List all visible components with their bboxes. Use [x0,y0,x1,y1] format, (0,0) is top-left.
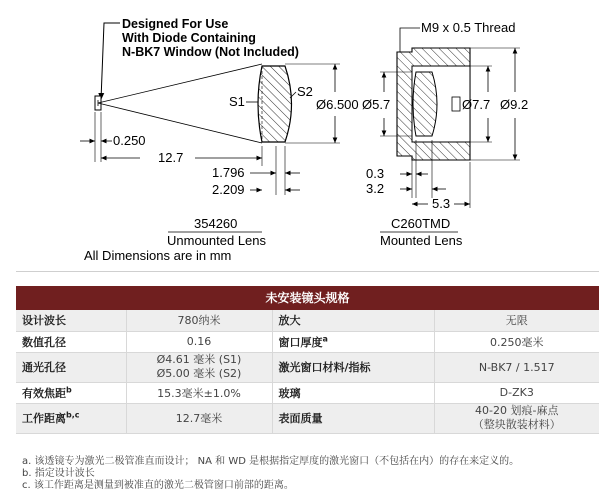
dia-77-label: Ø7.7 [462,97,491,112]
spec-key: 有效焦距$^b$ [16,382,126,403]
spec-key: 设计波长 [16,310,126,331]
dia-57-label: Ø5.7 [362,97,391,112]
spec-key: 通光孔径 [16,352,126,382]
spec-key: 玻璃 [272,382,434,403]
callout-line-1: Designed For Use [122,17,229,31]
dia-92-label: Ø9.2 [500,97,529,112]
section-divider [16,271,599,272]
spec-value: 780纳米 [126,310,272,331]
spec-key: 激光窗口材料/指标 [272,352,434,382]
unmounted-lens-drawing [80,17,359,263]
spec-key: 放大 [272,310,434,331]
dia-6500-label: Ø6.500 [316,97,359,112]
spec-key: 表面质量 [272,403,434,433]
footnote-b: b. 指定设计波长 [22,468,95,479]
spec-value: 12.7毫米 [126,403,272,433]
dim-127-label: 12.7 [158,150,184,165]
spec-table-title: 未安装镜头规格 [16,286,599,310]
spec-table-section [16,286,599,434]
dim-53-label: 5.3 [432,196,451,211]
unmounted-lens-label: Unmounted Lens [167,233,267,248]
footnotes [22,456,607,492]
spec-row [16,352,599,382]
thread-label: M9 x 0.5 Thread [421,20,516,35]
dim-0250-label: 0.250 [113,133,146,148]
part-354260: 354260 [194,216,238,231]
s2-label: S2 [297,84,313,99]
spec-row [16,382,599,403]
spec-value: 0.250毫米 [434,331,599,352]
spec-value: N-BK7 / 1.517 [434,352,599,382]
spec-row [16,331,599,352]
dim-03-label: 0.3 [366,166,385,181]
s1-label: S1 [229,94,245,109]
spec-key: 数值孔径 [16,331,126,352]
mounted-lens-drawing [362,20,528,248]
spec-value: 无限 [434,310,599,331]
spec-key: 工作距离$^{b,c}$ [16,403,126,433]
spec-row [16,310,599,331]
spec-value: 0.16 [126,331,272,352]
dim-1796-label: 1.796 [212,165,245,180]
dim-2209-label: 2.209 [212,182,245,197]
footnote-c: c. 该工作距离是测量到被准直的激光二极管窗口前部的距离。 [22,480,294,491]
part-c260tmd: C260TMD [391,216,451,231]
spec-value: 15.3毫米±1.0% [126,382,272,403]
spec-key: 窗口厚度$^a$ [272,331,434,352]
units-note: All Dimensions are in mm [84,248,232,263]
callout-line-3: N-BK7 Window (Not Included) [122,45,299,59]
spec-row [16,403,599,433]
dim-32-label: 3.2 [366,181,385,196]
spec-value: Ø4.61 毫米 (S1) Ø5.00 毫米 (S2) [126,352,272,382]
footnote-a: a. 该透镜专为激光二极管准直而设计； NA 和 WD 是根据指定厚度的激光窗口（不包括在内）的存在来定义的。 [22,456,520,467]
spec-value: 40-20 划痕-麻点 （整块散装材料） [434,403,599,433]
callout-line-2: With Diode Containing [122,31,256,45]
mounted-lens-label: Mounted Lens [380,233,463,248]
spec-value: D-ZK3 [434,382,599,403]
spec-table [16,310,599,434]
